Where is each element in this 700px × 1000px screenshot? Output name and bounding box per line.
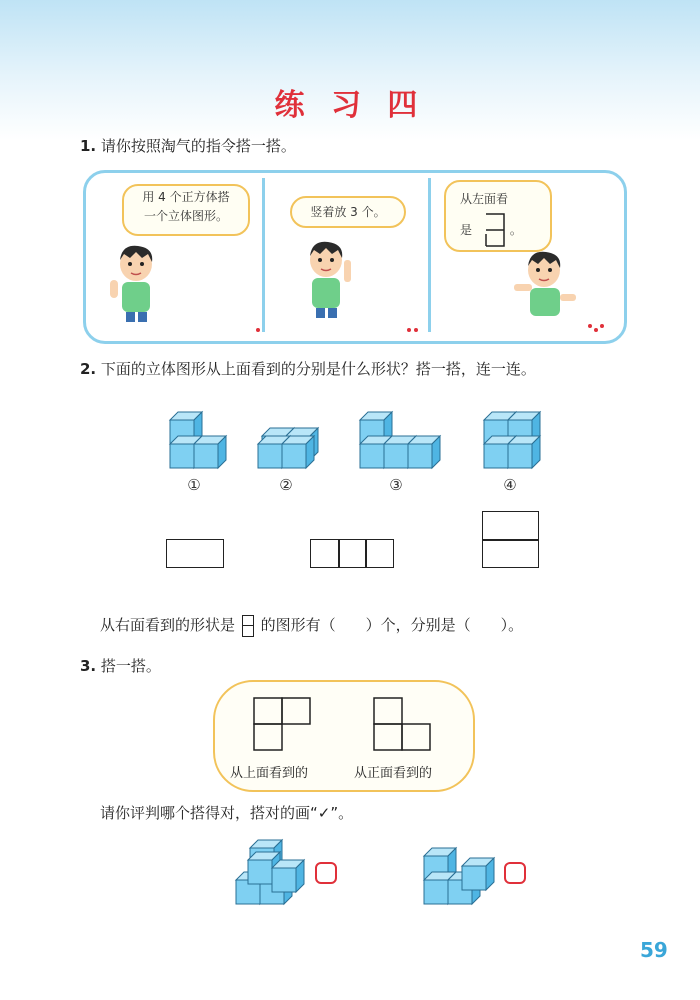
question-3-instruction: 请你评判哪个搭得对，搭对的画“✓”。 — [100, 804, 354, 822]
sentence-part-2: 的图形有（ ）个，分别是（ ）。 — [260, 616, 524, 634]
bubble-3-period: 。 — [509, 223, 522, 237]
page-title: 练 习 四 — [274, 88, 426, 123]
question-2-number: 2. — [80, 360, 97, 378]
top-view-shape-2-squares — [166, 539, 224, 568]
front-view-diagram — [372, 696, 442, 756]
figure-label-4: ④ — [503, 476, 517, 494]
view-label-front: 从正面看到的 — [354, 766, 433, 781]
question-3-text: 搭一搭。 — [100, 657, 161, 675]
right-view-shape-icon — [242, 615, 254, 637]
figure-label-1: ① — [187, 476, 201, 494]
figure-label-3: ③ — [389, 476, 403, 494]
bubble-3-line-1: 从左面看 — [460, 192, 509, 206]
question-1-number: 1. — [80, 137, 97, 155]
question-3 — [80, 655, 161, 676]
cube — [462, 858, 494, 890]
page-number: 59 — [640, 938, 668, 962]
question-2-text: 下面的立体图形从上面看到的分别是什么形状？搭一搭，连一连。 — [100, 360, 536, 378]
question-1-text: 请你按照淘气的指令搭一搭。 — [100, 137, 296, 155]
answer-check-box-2[interactable] — [504, 862, 526, 884]
answer-check-box-1[interactable] — [315, 862, 337, 884]
top-view-diagram — [252, 696, 322, 756]
view-label-top: 从上面看到的 — [230, 766, 309, 781]
bubble-2-text: 竖着放 3 个。 — [310, 205, 386, 219]
cube — [272, 860, 304, 892]
question-2-sentence — [100, 614, 523, 637]
cube — [408, 436, 440, 468]
sentence-part-1: 从右面看到的形状是 — [100, 616, 236, 634]
cube — [194, 436, 226, 468]
top-view-shape-stacked-squares — [482, 511, 539, 568]
bubble-3-line-2: 是 — [460, 223, 473, 237]
bubble-1-line-2: 一个立体图形。 — [143, 209, 228, 223]
bubble-1-line-1: 用 4 个正方体搭 — [142, 190, 230, 204]
question-3-number: 3. — [80, 657, 97, 675]
top-view-shape-3-squares — [310, 539, 394, 568]
figure-label-2: ② — [279, 476, 293, 494]
cube — [282, 436, 314, 468]
cube — [508, 436, 540, 468]
